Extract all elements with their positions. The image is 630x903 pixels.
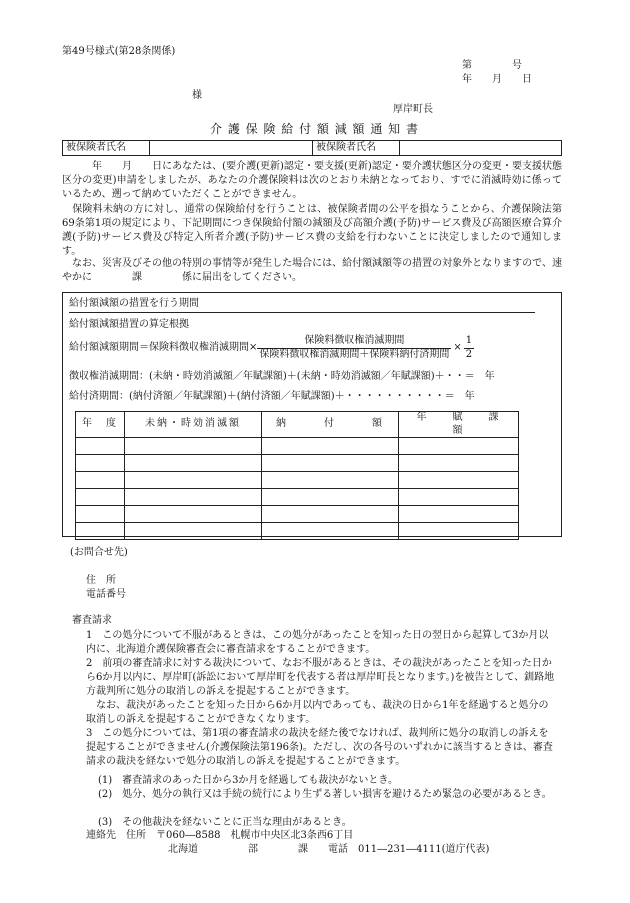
period-underline: [69, 312, 535, 313]
appeal-item-1: 1 この処分について不服があるときは、この処分があったことを知った日の翌日から起算して3か月以内に、北海道介護保険審査会に審査請求をすることができます。: [86, 630, 549, 655]
contact-line-1: 連絡先 住所 〒060―8588 札幌市中央区北3条西6丁目: [86, 830, 354, 841]
paid-period-line: 給付済期間：(納付済額／年賦課額)＋(納付済額／年賦課額)＋・・・・・・・・・・＝ 年: [69, 391, 475, 402]
insured-info-table: [62, 140, 562, 156]
table-row: [76, 523, 519, 540]
calculation-box: [62, 292, 562, 537]
document-date: 年 月 日: [462, 74, 532, 85]
basis-label: 給付額減額措置の算定根拠: [69, 319, 189, 330]
appeal-sub-1: (1) 審査請求のあった日から3か月を経過しても裁決がないとき。: [98, 775, 399, 786]
document-title: 介 護 保 険 給 付 額 減 額 通 知 書: [210, 122, 419, 136]
period-label: 給付額減額の措置を行う期間: [69, 298, 199, 309]
formula-numerator: 保険料徴収権消滅期間: [257, 335, 451, 349]
table-row: [76, 438, 519, 455]
appeal-item-2-note: なお、裁決があったことを知った日から6か月以内であっても、裁決の日から1年を経過すると処分の取消しの訴えを提起することができなくなります。: [86, 700, 549, 725]
table-row: [76, 506, 519, 523]
inquiry-label: (お問合せ先): [70, 547, 128, 558]
table-row: [76, 455, 519, 472]
appeal-item-2: 2 前項の審査請求に対する裁決について、なお不服があるときは、その裁決があったことを知った日から6か月以内に、厚岸町(訴訟において厚岸町を代表する者は厚岸町長となります。)を被告として、釧路地方裁判所に処分の取消しの訴えを提起することができます。: [86, 658, 555, 697]
extinct-period-line: 徴収権消滅期間：(未納・時効消滅額／年賦課額)＋(未納・時効消滅額／年賦課額)＋・・＝ 年: [69, 371, 495, 382]
col-annual-levy: 年 賦 課 額: [399, 412, 519, 438]
phone-label: 電話番号: [86, 589, 126, 600]
formula: [69, 335, 474, 361]
notice-paragraph-3: なお、災害及びその他の特別の事情等が発生した場合には、給付額減額等の措置の対象外となりますので、速やかに 課 係に届出をしてください。: [62, 258, 562, 283]
half-denominator: 2: [465, 348, 473, 360]
formula-half: [464, 335, 474, 361]
appeal-sub-3: (3) その他裁決を経ないことに正当な理由があるとき。: [98, 817, 352, 828]
notice-paragraph-2: 保険料未納の方に対し、通常の保険給付を行うことは、被保険者間の公平を損なうことから、介護保険法第69条第1項の規定により、下記期間につき保険給付額の減額及び高額介護(予防)サービス費及び高額医療合算介護(予防)サービス費及び特定入所者介護(予防)サービス費の支給を行わないことに決定しましたので通知します。: [62, 204, 562, 257]
insured-number-value: [400, 141, 562, 156]
formula-denominator: 保険料徴収権消滅期間＋保険料納付済期間: [259, 348, 450, 360]
contact-line-2: 北海道 部 課 電話 011―231―4111(道庁代表): [168, 844, 490, 855]
col-paid-amount: 納 付 額: [262, 412, 399, 438]
insured-name-value: [150, 141, 313, 156]
appeal-item-3: 3 この処分については、第1項の審査請求の裁決を経た後でなければ、裁判所に処分の取消しの訴えを提起することができません(介護保険法第196条)。ただし、次の各号のいずれかに該当するときは、審査請求の裁決を経ないで処分の取消しの訴えを提起することができます。: [86, 728, 553, 767]
formula-fraction: [257, 335, 451, 361]
table-row: [76, 489, 519, 506]
issuer: 厚岸町長: [393, 104, 433, 115]
appeal-heading: 審査請求: [72, 615, 112, 626]
table-row: [76, 472, 519, 489]
addressee-suffix: 様: [192, 90, 202, 101]
appeal-sub-2: (2) 処分、処分の執行又は手続の続行により生ずる著しい損害を避けるため緊急の必要があるとき。: [98, 789, 552, 800]
col-unpaid-expired: 未納・時効消滅額: [125, 412, 262, 438]
address-label: 住 所: [86, 575, 116, 586]
document-number: 第 号: [462, 60, 522, 71]
table-header-row: [76, 412, 519, 438]
formula-times: ×: [453, 341, 462, 353]
form-number: 第49号様式(第28条関係): [62, 46, 176, 57]
insured-name-label: 被保険者氏名: [63, 141, 150, 156]
col-year: 年 度: [76, 412, 125, 438]
half-numerator: 1: [464, 335, 474, 349]
notice-paragraph-1: 年 月 日にあなたは、(要介護(更新)認定・要支援(更新)認定・要介護状態区分の変更・要支援状態区分の変更)申請をしましたが、あなたの介護保険料は次のとおり未納となっており、すでに消滅時効に係っているため、遡って納めていただくことができません。: [62, 161, 562, 200]
insured-number-label: 被保険者氏名: [313, 141, 400, 156]
payment-history-table: [75, 411, 525, 540]
formula-lhs: 給付額減額期間＝保険料徴収権消滅期間×: [69, 341, 258, 353]
